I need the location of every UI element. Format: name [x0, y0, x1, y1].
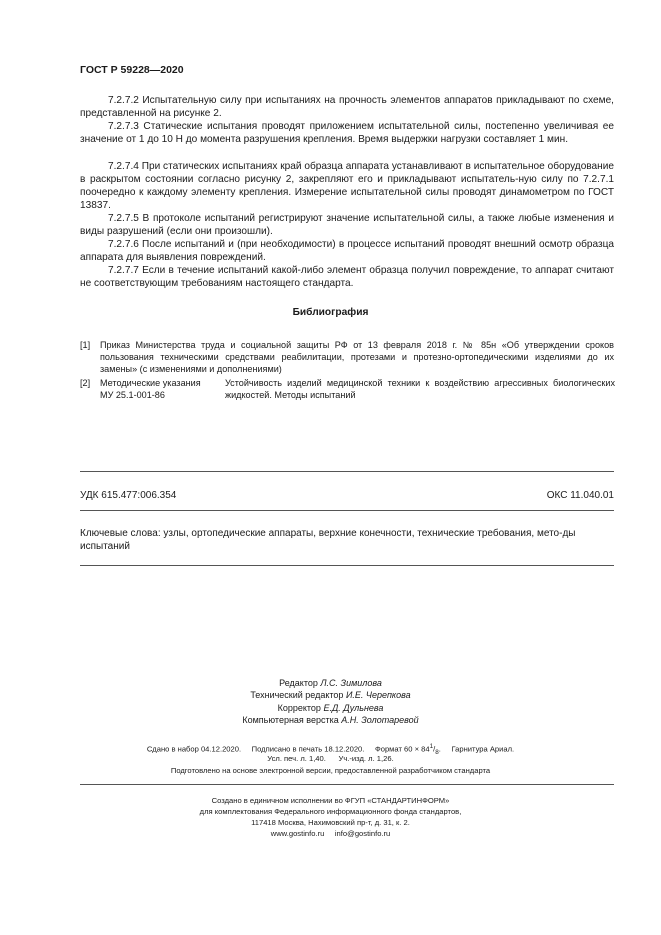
bibliography-ref-text: Устойчивость изделий медицинской техники к воздействию агрессивных биологических жидкостей. Методы испытаний — [225, 378, 615, 401]
keywords: Ключевые слова: узлы, ортопедические аппараты, верхние конечности, технические требования, мето-ды испытаний — [80, 528, 576, 552]
paragraph-text: 7.2.7.5 В протоколе испытаний регистрируют значение испытательной силы, а также любые изменения и виды разрушений (если они произошли). — [80, 213, 614, 238]
divider — [80, 784, 614, 785]
publisher-line: для комплектования Федерального информационного фонда стандартов, — [199, 807, 462, 816]
paragraph-text: 7.2.7.2 Испытательную силу при испытаниях на прочность элементов аппаратов прикладывают по схеме, представленной на рисунке 2. — [80, 95, 614, 120]
divider — [80, 510, 614, 511]
paragraph-7-2-7-7 — [80, 264, 614, 290]
divider — [80, 471, 614, 472]
publisher-block — [0, 795, 661, 839]
credit-tech-editor: Технический редактор И.Е. Черепкова — [250, 690, 411, 701]
paragraph-7-2-7-5 — [80, 212, 614, 238]
publisher-line: 117418 Москва, Нахимовский пр-т, д. 31, к. 2. — [251, 818, 410, 827]
oks-code: ОКС 11.040.01 — [546, 490, 614, 501]
credit-editor: Редактор Л.С. Зимилова — [279, 678, 382, 688]
udk-code: УДК 615.477:006.354 — [80, 490, 177, 501]
bibliography-ref-number: [1] — [80, 340, 91, 350]
publisher-links: www.gostinfo.ru info@gostinfo.ru — [270, 829, 391, 838]
credits-block — [0, 677, 661, 727]
paragraph-7-2-7-2 — [80, 94, 614, 120]
ref-source-line: Методические указания — [100, 378, 201, 388]
paragraph-text: 7.2.7.7 Если в течение испытаний какой-либо элемент образца получил повреждение, то аппарат считают не соответствующим требованиям настоящего стандарта. — [80, 265, 614, 290]
bibliography-title: Библиография — [292, 307, 369, 318]
imprint-line-3: Подготовлено на основе электронной версии, предоставленной разработчиком стандарта — [170, 766, 491, 775]
bibliography-ref-number: [2] — [80, 378, 91, 388]
paragraph-text: 7.2.7.3 Статические испытания проводят приложением испытательной силы, постепенно увеличивая ее значение от 1 до 10 Н до момента разрушения крепления. Время выдержки нагрузки составляет 1 мин. — [80, 121, 614, 146]
credit-corrector: Корректор Е.Д. Дульнева — [277, 702, 384, 713]
imprint-line-2: Усл. печ. л. 1,40. Уч.-изд. л. 1,26. — [267, 754, 394, 763]
paragraph-text: 7.2.7.4 При статических испытаниях край образца аппарата устанавливают в испытательное оборудование в раскрытом состоянии согласно рисунку 2, закрепляют его и прикладывают испытатель-ную силу по 7.2.7.1 поочередно к каждому элементу крепления. Измерение испытательной силы проводят динамометром по ГОСТ 13837. — [80, 161, 614, 212]
paragraph-7-2-7-6 — [80, 238, 614, 264]
publisher-line: Создано в единичном исполнении во ФГУП «СТАНДАРТИНФОРМ» — [211, 796, 450, 805]
credit-layout: Компьютерная верстка А.Н. Золотаревой — [242, 715, 419, 726]
imprint-line-1: Сдано в набор 04.12.2020. Подписано в печать 18.12.2020. Формат $60 \times 84^1/_8$. Гарнитура Ариал. — [146, 743, 515, 757]
document-code: ГОСТ Р 59228—2020 — [80, 64, 184, 76]
ref-source-line: МУ 25.1-001-86 — [100, 390, 165, 401]
paragraph-7-2-7-3 — [80, 120, 614, 146]
bibliography-ref-source — [100, 377, 222, 401]
paragraph-text: 7.2.7.6 После испытаний и (при необходимости) в процессе испытаний проводят внешний осмотр образца аппарата для выявления повреждений. — [80, 239, 614, 264]
paragraph-7-2-7-4 — [80, 160, 614, 212]
divider — [80, 565, 614, 566]
bibliography-ref-text: Приказ Министерства труда и социальной защиты РФ от 13 февраля 2018 г. № 85н «Об утверждении сроков пользования техническими средствами реабилитации, протезами и протезно-ортопедическими изделиями до их замены» (с изменениями и дополнениями) — [100, 340, 614, 375]
